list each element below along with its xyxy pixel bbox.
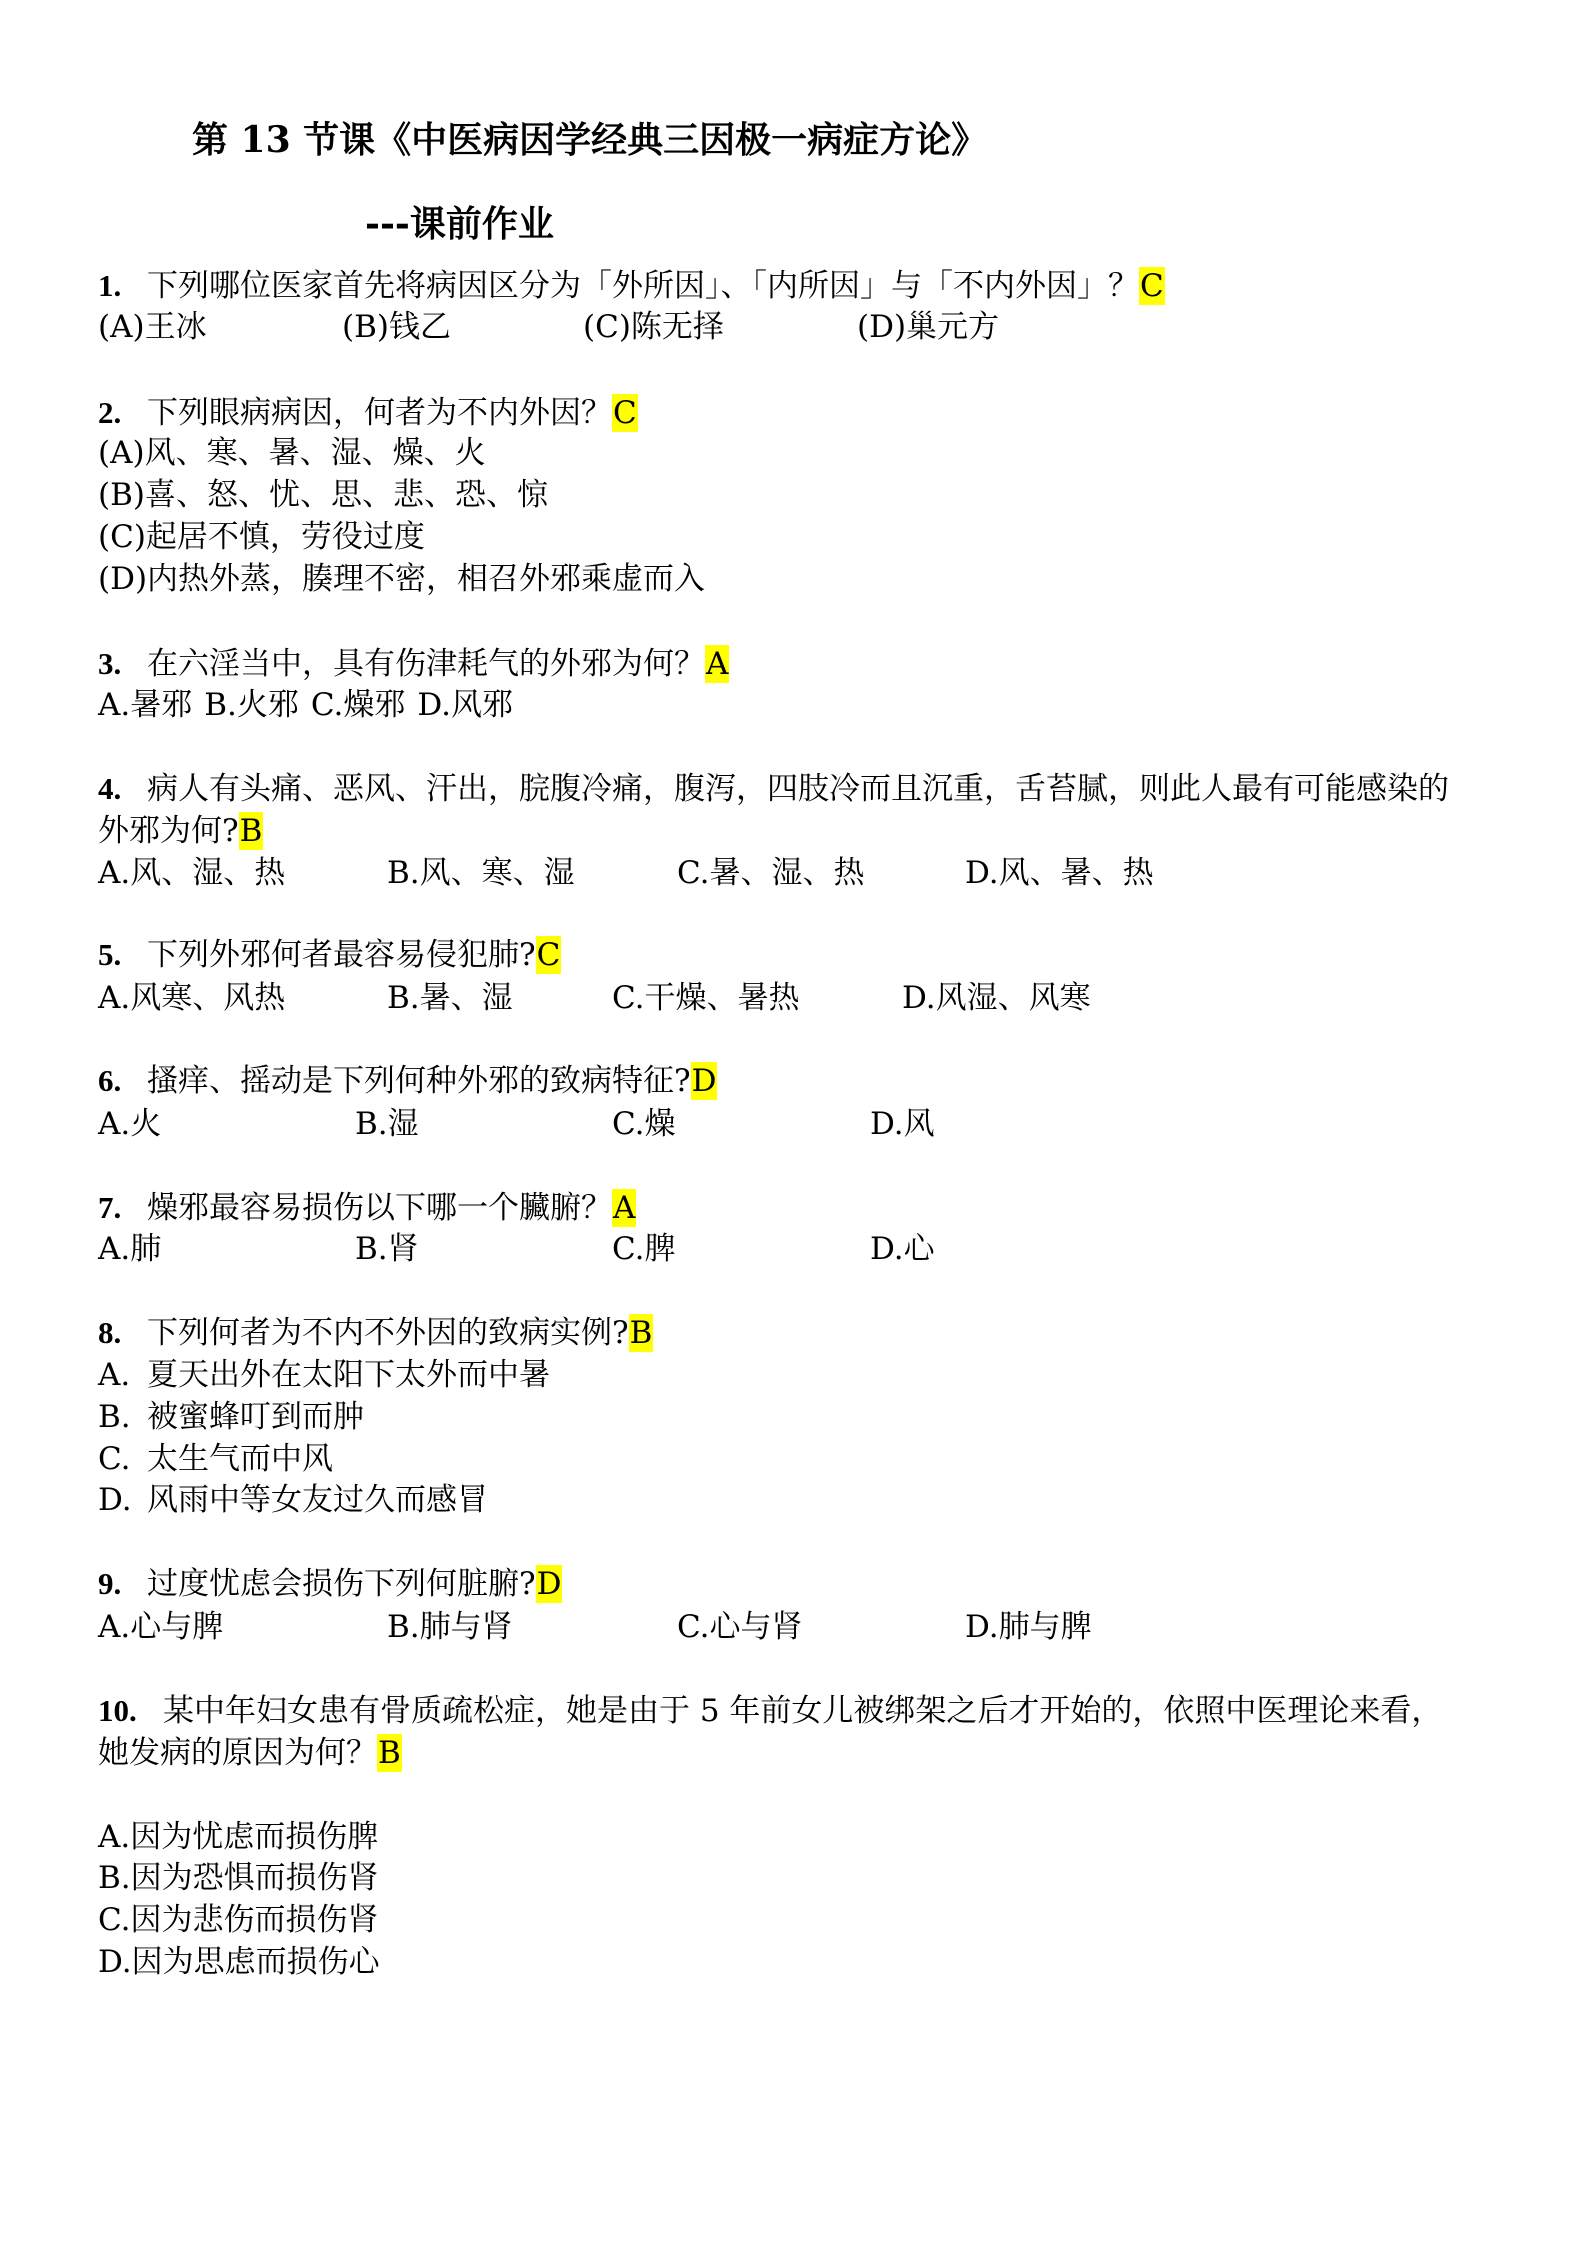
- option-b: [98, 1857, 379, 1899]
- option-c: [612, 977, 799, 1019]
- question-text: 过度忧虑会损伤下列何脏腑?: [147, 1566, 536, 1602]
- option-text: 风寒、风热: [130, 980, 286, 1016]
- option-text: 风、寒、湿: [419, 855, 575, 891]
- option-label: D.: [965, 1609, 999, 1645]
- option-text: 肺与脾: [998, 1609, 1092, 1645]
- option-text: 肺: [130, 1231, 162, 1267]
- answer-highlight: B: [239, 813, 263, 849]
- option-label: A.: [98, 855, 131, 891]
- option-label: A.: [98, 1106, 131, 1142]
- page-title: 第 13 节课《中医病因学经典三因极一病症方论》: [192, 119, 988, 161]
- option-d: [902, 977, 1091, 1019]
- option-text: 燥邪: [343, 687, 406, 723]
- option-text: 暑、湿: [419, 980, 513, 1016]
- option-text: 心与脾: [130, 1609, 224, 1645]
- option-c: [612, 1228, 675, 1270]
- option-text: 喜、怒、忧、思、悲、恐、惊: [144, 477, 548, 513]
- option-label: B.: [98, 1860, 131, 1896]
- option-label: A.: [98, 1357, 131, 1393]
- option-label: D.: [870, 1231, 904, 1267]
- option-label: (C): [583, 309, 631, 345]
- answer-highlight: B: [378, 1735, 401, 1771]
- option-b: [98, 1396, 364, 1438]
- option-label: D.: [965, 855, 999, 891]
- option-label: B.: [387, 1609, 420, 1645]
- option-text: 风: [903, 1106, 935, 1142]
- option-text: 湿: [387, 1106, 419, 1142]
- answer-highlight: D: [691, 1063, 717, 1099]
- option-text: 心与肾: [709, 1609, 803, 1645]
- option-c: [98, 1438, 333, 1480]
- option-a: [98, 1354, 550, 1396]
- option-b: [387, 977, 513, 1019]
- option-text: 肺与肾: [419, 1609, 513, 1645]
- question-number: 4.: [98, 771, 122, 806]
- question-number: 6.: [98, 1063, 122, 1098]
- option-text: 被蜜蜂叮到而肿: [147, 1399, 364, 1435]
- option-label: (A): [98, 435, 145, 471]
- option-a: [98, 1103, 161, 1145]
- option-d: [417, 687, 513, 723]
- option-text: 火: [130, 1106, 162, 1142]
- option-label: (B): [342, 309, 389, 345]
- option-c: [98, 1899, 378, 1941]
- page-subtitle: ---课前作业: [365, 203, 554, 245]
- option-label: B.: [387, 980, 420, 1016]
- option-text: 风、暑、热: [998, 855, 1154, 891]
- option-text: 风、寒、暑、湿、燥、火: [144, 435, 486, 471]
- option-label: A.: [98, 980, 131, 1016]
- option-text: 风雨中等女友过久而感冒: [147, 1482, 488, 1518]
- question-number: 1.: [98, 268, 122, 303]
- option-a: [98, 977, 285, 1019]
- option-label: B.: [387, 855, 420, 891]
- option-text: 脾: [644, 1231, 676, 1267]
- option-label: (C): [98, 519, 146, 555]
- option-c: [612, 1103, 675, 1145]
- option-a: [98, 687, 192, 723]
- question-text: 下列眼病病因，何者为不内外因？: [147, 395, 612, 431]
- answer-highlight: A: [706, 646, 729, 682]
- option-text: 因为悲伤而损伤肾: [130, 1902, 379, 1938]
- question-number: 5.: [98, 937, 122, 972]
- option-label: C.: [310, 687, 344, 723]
- option-label: C.: [98, 1902, 131, 1938]
- options-row: [98, 684, 513, 726]
- option-label: B.: [355, 1106, 388, 1142]
- option-text: 钱乙: [388, 309, 451, 345]
- option-a: [98, 1228, 161, 1270]
- answer-highlight: C: [536, 937, 561, 973]
- option-label: A.: [98, 1819, 131, 1855]
- option-text: 暑邪: [130, 687, 193, 723]
- question-number: 10.: [98, 1693, 137, 1728]
- option-text: 风湿、风寒: [935, 980, 1091, 1016]
- option-label: D.: [870, 1106, 904, 1142]
- option-label: B.: [98, 1399, 131, 1435]
- option-label: (D): [98, 561, 148, 597]
- answer-highlight: C: [613, 395, 637, 431]
- option-a: [98, 852, 285, 894]
- option-label: D.: [98, 1944, 132, 1980]
- option-label: C.: [612, 1106, 645, 1142]
- option-b: [98, 474, 548, 516]
- option-c: [677, 852, 864, 894]
- question-line: [147, 265, 1165, 307]
- option-label: (B): [98, 477, 145, 513]
- question-number: 3.: [98, 646, 122, 681]
- question-line: [147, 1312, 653, 1354]
- option-d: [98, 1479, 488, 1521]
- option-label: D.: [902, 980, 936, 1016]
- question-text: 病人有头痛、恶风、汗出，脘腹冷痛，腹泻，四肢冷而且沉重，舌苔腻，则此人最有可能感染的: [147, 771, 1449, 807]
- question-text: 外邪为何?: [98, 813, 239, 849]
- question-text: 下列何者为不内不外因的致病实例?: [147, 1315, 629, 1351]
- option-label: A.: [98, 1609, 131, 1645]
- answer-highlight: A: [613, 1190, 636, 1226]
- option-label: D.: [417, 687, 451, 723]
- option-b: [204, 687, 299, 723]
- option-d: [965, 1606, 1092, 1648]
- question-line: [98, 810, 263, 852]
- question-line: [147, 643, 729, 685]
- option-label: C.: [612, 980, 645, 1016]
- option-text: 因为恐惧而损伤肾: [130, 1860, 379, 1896]
- option-label: B.: [204, 687, 237, 723]
- option-text: 起居不慎，劳役过度: [145, 519, 425, 555]
- question-text: 搔痒、摇动是下列何种外邪的致病特征?: [147, 1063, 691, 1099]
- question-number: 7.: [98, 1190, 122, 1225]
- answer-highlight: D: [536, 1566, 562, 1602]
- option-label: C.: [612, 1231, 645, 1267]
- option-label: A.: [98, 687, 131, 723]
- option-label: A.: [98, 1231, 131, 1267]
- option-text: 暑、湿、热: [709, 855, 865, 891]
- option-c: [311, 687, 405, 723]
- option-text: 风邪: [450, 687, 513, 723]
- question-text: 下列哪位医家首先将病因区分为「外所因」、「内所因」与「不内外因」？: [147, 268, 1139, 304]
- question-line: [163, 1690, 1442, 1732]
- question-text: 她发病的原因为何？: [98, 1735, 377, 1771]
- option-text: 夏天出外在太阳下太外而中暑: [147, 1357, 550, 1393]
- option-a: [98, 432, 486, 474]
- option-b: [387, 1606, 513, 1648]
- option-a: [98, 1816, 378, 1858]
- option-c: [98, 516, 425, 558]
- option-text: 火邪: [236, 687, 299, 723]
- option-d: [965, 852, 1154, 894]
- question-number: 9.: [98, 1566, 122, 1601]
- question-line: [147, 392, 638, 434]
- option-label: C.: [677, 855, 710, 891]
- question-text: 在六淫当中，具有伤津耗气的外邪为何？: [147, 646, 705, 682]
- option-b: [355, 1228, 419, 1270]
- question-line: [147, 768, 1449, 810]
- option-text: 风、湿、热: [130, 855, 286, 891]
- option-text: 陈无择: [630, 309, 724, 345]
- option-text: 心: [903, 1231, 935, 1267]
- option-a: [98, 1606, 223, 1648]
- option-label: (A): [98, 309, 145, 345]
- option-d: [98, 1941, 380, 1983]
- question-line: [147, 1060, 717, 1102]
- option-d: [98, 558, 705, 600]
- question-text: 燥邪最容易损伤以下哪一个臟腑？: [147, 1190, 612, 1226]
- option-text: 太生气而中风: [147, 1441, 333, 1477]
- option-text: 肾: [387, 1231, 419, 1267]
- option-text: 巢元方: [906, 309, 1000, 345]
- option-b: [387, 852, 575, 894]
- question-number: 2.: [98, 395, 122, 430]
- option-text: 内热外蒸，腠理不密，相召外邪乘虚而入: [147, 561, 706, 597]
- option-text: 燥: [644, 1106, 676, 1142]
- answer-highlight: B: [629, 1315, 653, 1351]
- option-b: [355, 1103, 419, 1145]
- option-a: [98, 306, 207, 348]
- option-label: C.: [677, 1609, 710, 1645]
- option-text: 因为忧虑而损伤脾: [130, 1819, 379, 1855]
- question-line: [147, 1187, 636, 1229]
- option-text: 王冰: [144, 309, 207, 345]
- option-label: C.: [98, 1441, 131, 1477]
- question-number: 8.: [98, 1315, 122, 1350]
- question-line: [147, 1563, 562, 1605]
- option-label: (D): [857, 309, 907, 345]
- question-text: 下列外邪何者最容易侵犯肺?: [147, 937, 536, 973]
- option-c: [583, 306, 724, 348]
- question-line: [98, 1732, 402, 1774]
- option-text: 因为思虑而损伤心: [131, 1944, 380, 1980]
- option-d: [870, 1103, 935, 1145]
- option-b: [342, 306, 451, 348]
- option-d: [870, 1228, 935, 1270]
- option-text: 干燥、暑热: [644, 980, 800, 1016]
- option-c: [677, 1606, 802, 1648]
- option-d: [857, 306, 999, 348]
- option-label: D.: [98, 1482, 132, 1518]
- question-text: 某中年妇女患有骨质疏松症，她是由于 5 年前女儿被绑架之后才开始的，依照中医理论来看，: [163, 1693, 1443, 1729]
- question-line: [147, 934, 561, 976]
- option-label: B.: [355, 1231, 388, 1267]
- answer-highlight: C: [1140, 268, 1164, 304]
